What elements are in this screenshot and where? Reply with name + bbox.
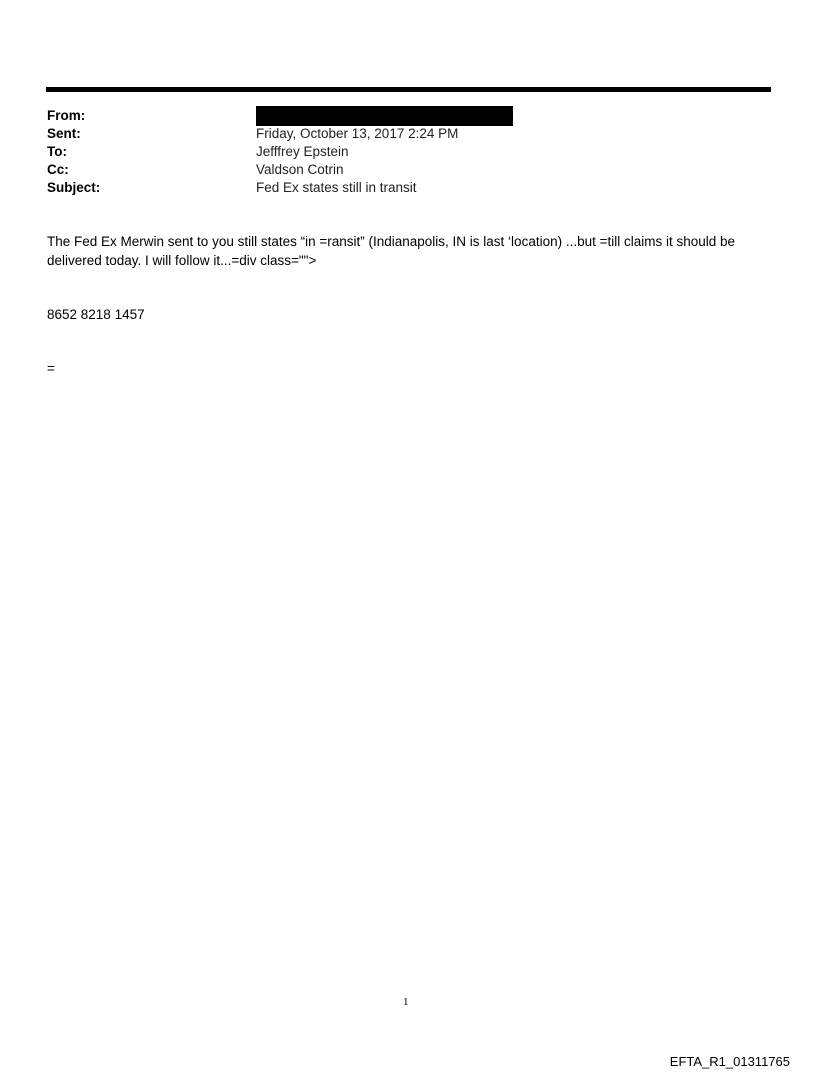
email-body-paragraph: The Fed Ex Merwin sent to you still states “in =ransit” (Indianapolis, IN is last ‘location) ...but =till claims it should be delivered today. I will follow it...=div class=""> bbox=[47, 234, 736, 268]
from-row bbox=[47, 107, 747, 125]
sent-label: Sent: bbox=[47, 126, 81, 141]
sent-value: Friday, October 13, 2017 2:24 PM bbox=[256, 126, 459, 141]
subject-row bbox=[47, 179, 747, 197]
subject-value: Fed Ex states still in transit bbox=[256, 180, 417, 195]
to-value: Jefffrey Epstein bbox=[256, 144, 349, 159]
from-value bbox=[256, 107, 747, 125]
from-label: From: bbox=[47, 108, 86, 123]
cc-label: Cc: bbox=[47, 162, 69, 177]
page-number: 1 bbox=[403, 996, 409, 1008]
sent-row bbox=[47, 125, 747, 143]
document-id: EFTA_R1_01311765 bbox=[669, 1054, 790, 1069]
redaction-block bbox=[256, 106, 513, 126]
cc-row bbox=[47, 161, 747, 179]
to-label: To: bbox=[47, 144, 67, 159]
subject-label: Subject: bbox=[47, 180, 101, 195]
header-divider bbox=[46, 87, 771, 92]
to-row bbox=[47, 143, 747, 161]
tracking-number: 8652 8218 1457 bbox=[47, 307, 145, 322]
cc-value: Valdson Cotrin bbox=[256, 162, 344, 177]
trailing-mark: = bbox=[47, 361, 55, 376]
email-header bbox=[47, 107, 747, 197]
